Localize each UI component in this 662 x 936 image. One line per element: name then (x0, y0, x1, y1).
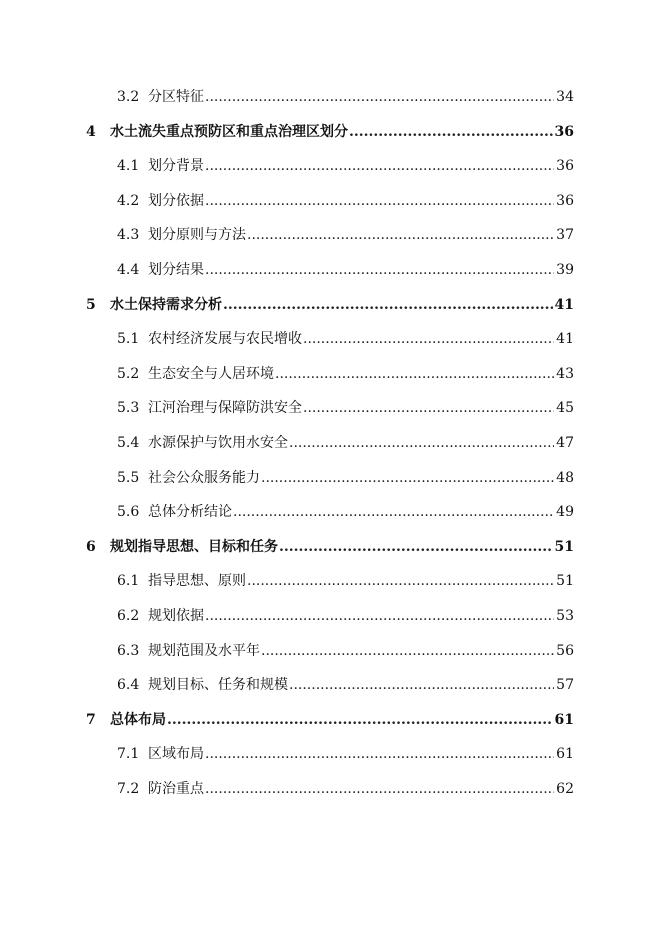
dot-leader (247, 224, 554, 246)
toc-entry-title: 指导思想、原则 (148, 573, 246, 590)
toc-entry-title: 规划目标、任务和规模 (148, 677, 288, 694)
toc-entry-number: 4 (86, 123, 96, 140)
toc-entry-page-number: 39 (556, 262, 574, 278)
toc-entry-line (148, 363, 574, 385)
toc-section-entry[interactable] (0, 743, 662, 765)
toc-entry-line (148, 605, 574, 627)
toc-entry-number: 6.2 (117, 608, 140, 624)
toc-chapter-entry[interactable] (0, 536, 662, 558)
toc-entry-page-number: 62 (556, 781, 574, 797)
dot-leader (205, 743, 554, 765)
toc-entry-line (148, 467, 574, 489)
toc-entry-line (110, 121, 574, 143)
dot-leader (205, 86, 554, 108)
toc-entry-title: 水土保持需求分析 (110, 296, 222, 313)
toc-entry-page-number: 49 (556, 504, 574, 521)
toc-entry-page-number: 61 (554, 711, 574, 728)
toc-entry-line (148, 432, 574, 454)
toc-entry-title: 划分原则与方法 (148, 227, 246, 244)
toc-entry-page-number: 37 (556, 227, 574, 244)
toc-entry-title: 江河治理与保障防洪安全 (148, 400, 302, 417)
toc-section-entry[interactable] (0, 778, 662, 800)
dot-leader (289, 432, 554, 454)
toc-section-entry[interactable] (0, 328, 662, 350)
dot-leader (349, 121, 553, 143)
dot-leader (205, 259, 554, 281)
toc-entry-page-number: 34 (556, 89, 574, 105)
toc-entry-line (148, 86, 574, 108)
toc-entry-page-number: 51 (556, 573, 574, 590)
toc-section-entry[interactable] (0, 570, 662, 592)
dot-leader (275, 363, 554, 385)
toc-section-entry[interactable] (0, 86, 662, 108)
toc-section-entry[interactable] (0, 224, 662, 246)
toc-entry-line (148, 328, 574, 350)
dot-leader (247, 570, 554, 592)
toc-entry-line (110, 709, 574, 731)
toc-entry-page-number: 45 (556, 400, 574, 417)
toc-section-entry[interactable] (0, 501, 662, 523)
toc-entry-title: 防治重点 (148, 781, 204, 797)
toc-entry-title: 分区特征 (148, 89, 204, 105)
toc-entry-number: 4.3 (117, 227, 140, 244)
dot-leader (223, 294, 553, 316)
dot-leader (261, 640, 554, 662)
toc-section-entry[interactable] (0, 155, 662, 177)
toc-entry-line (148, 640, 574, 662)
toc-chapter-entry[interactable] (0, 294, 662, 316)
toc-entry-title: 规划范围及水平年 (148, 642, 260, 659)
toc-section-entry[interactable] (0, 674, 662, 696)
toc-entry-number: 5.4 (117, 435, 140, 451)
toc-section-entry[interactable] (0, 363, 662, 385)
toc-entry-line (148, 501, 574, 523)
dot-leader (303, 328, 554, 350)
dot-leader (167, 709, 553, 731)
toc-entry-page-number: 51 (554, 538, 574, 555)
toc-entry-line (148, 778, 574, 800)
dot-leader (233, 501, 554, 523)
toc-entry-line (110, 294, 574, 316)
toc-entry-page-number: 36 (554, 123, 574, 140)
toc-entry-number: 7.1 (117, 746, 140, 763)
toc-entry-title: 总体布局 (110, 711, 166, 728)
toc-section-entry[interactable] (0, 467, 662, 489)
toc-entry-line (148, 224, 574, 246)
toc-entry-number: 4.4 (117, 262, 140, 278)
dot-leader (205, 155, 554, 177)
toc-entry-number: 6.3 (117, 642, 140, 659)
toc-entry-number: 3.2 (117, 89, 140, 105)
toc-entry-line (148, 674, 574, 696)
toc-entry-number: 5.5 (117, 469, 140, 486)
toc-chapter-entry[interactable] (0, 709, 662, 731)
toc-section-entry[interactable] (0, 640, 662, 662)
toc-entry-number: 5.2 (117, 365, 140, 382)
toc-entry-title: 农村经济发展与农民增收 (148, 331, 302, 348)
toc-section-entry[interactable] (0, 190, 662, 212)
dot-leader (279, 536, 553, 558)
toc-entry-page-number: 36 (556, 158, 574, 175)
toc-entry-line (110, 536, 574, 558)
toc-entry-line (148, 259, 574, 281)
toc-entry-page-number: 56 (556, 642, 574, 659)
toc-entry-page-number: 48 (556, 469, 574, 486)
toc-entry-page-number: 41 (556, 331, 574, 348)
toc-entry-number: 6 (86, 538, 96, 555)
toc-entry-title: 划分依据 (148, 192, 204, 209)
toc-entry-number: 7.2 (117, 781, 140, 797)
toc-entry-number: 6.4 (117, 677, 140, 694)
toc-section-entry[interactable] (0, 397, 662, 419)
toc-entry-line (148, 190, 574, 212)
toc-entry-title: 划分背景 (148, 158, 204, 175)
toc-entry-number: 5 (86, 296, 96, 313)
toc-entry-title: 划分结果 (148, 262, 204, 278)
toc-entry-line (148, 570, 574, 592)
dot-leader (289, 674, 554, 696)
toc-entry-line (148, 743, 574, 765)
toc-section-entry[interactable] (0, 432, 662, 454)
toc-entry-number: 7 (86, 711, 96, 728)
toc-entry-number: 5.1 (117, 331, 140, 348)
toc-entry-page-number: 53 (556, 608, 574, 624)
toc-entry-page-number: 36 (556, 192, 574, 209)
toc-entry-title: 社会公众服务能力 (148, 469, 260, 486)
toc-entry-page-number: 61 (556, 746, 574, 763)
dot-leader (205, 190, 554, 212)
toc-entry-title: 水源保护与饮用水安全 (148, 435, 288, 451)
dot-leader (261, 467, 554, 489)
toc-entry-number: 6.1 (117, 573, 140, 590)
toc-entry-title: 规划指导思想、目标和任务 (110, 538, 278, 555)
toc-entry-number: 4.1 (117, 158, 140, 175)
toc-entry-line (148, 155, 574, 177)
toc-chapter-entry[interactable] (0, 121, 662, 143)
toc-entry-title: 规划依据 (148, 608, 204, 624)
dot-leader (205, 605, 554, 627)
dot-leader (205, 778, 554, 800)
toc-entry-page-number: 43 (556, 365, 574, 382)
toc-entry-line (148, 397, 574, 419)
toc-entry-title: 水土流失重点预防区和重点治理区划分 (110, 123, 348, 140)
toc-entry-page-number: 47 (556, 435, 574, 451)
toc-entry-page-number: 57 (556, 677, 574, 694)
toc-entry-number: 5.6 (117, 504, 140, 521)
toc-entry-page-number: 41 (554, 296, 574, 313)
dot-leader (303, 397, 554, 419)
toc-section-entry[interactable] (0, 259, 662, 281)
toc-entry-number: 5.3 (117, 400, 140, 417)
toc-entry-title: 总体分析结论 (148, 504, 232, 521)
toc-section-entry[interactable] (0, 605, 662, 627)
toc-entry-number: 4.2 (117, 192, 140, 209)
toc-entry-title: 区域布局 (148, 746, 204, 763)
toc-entry-title: 生态安全与人居环境 (148, 365, 274, 382)
